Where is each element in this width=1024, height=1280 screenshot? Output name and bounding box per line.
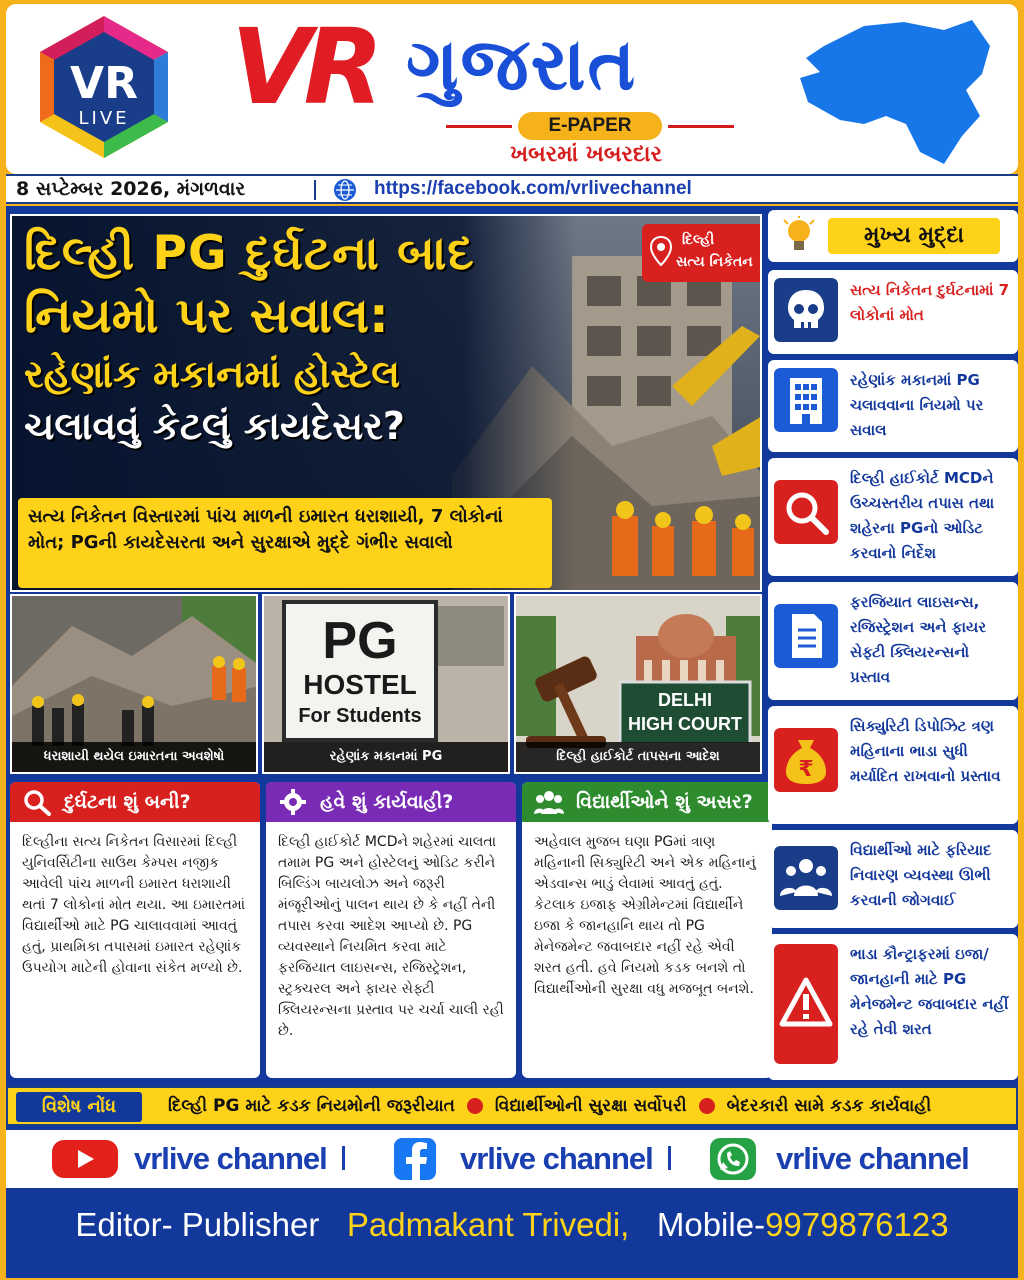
sidebar-header [768,210,1018,262]
info-box-title: વિદ્યાર્થીઓને શું અસર? [576,791,753,813]
key-point-6 [768,830,1018,928]
info-box-header [10,782,260,822]
globe-icon [334,179,356,201]
court-sign-line-1: DELHI [658,690,712,710]
divider [342,1146,345,1170]
hero-subhead: સત્ય નિકેતન વિસ્તારમાં પાંચ માળની ઇમારત ધરાશાયી, 7 લોકોનાં મોત; PGની કાયદેસરતા અને સુરક્ષાએ મુદ્દે ગંભીર સવાલો [18,498,552,588]
special-note-label: વિશેષ નોંધ [16,1092,142,1122]
people-icon [534,788,564,816]
hero-story [10,214,762,592]
social-links-bar [6,1130,1018,1188]
location-badge [642,224,762,282]
svg-text:₹: ₹ [798,757,814,782]
headline-line-2: નિયમો પર સવાલ: [24,287,389,344]
logo-live-text: LIVE [78,108,130,129]
facebook-social-link[interactable] [384,1138,653,1180]
key-point-5 [768,706,1018,824]
key-point-text: સત્ય નિકેતન દુર્ઘટનામાં 7 લોકોનાં મોત [850,281,1010,324]
mobile-label: Mobile- [656,1206,766,1243]
divider [668,125,734,128]
note-item: વિદ્યાર્થીઓની સુરક્ષા સર્વોપરી [494,1096,687,1116]
magnifier-icon [774,480,838,544]
whatsapp-label: vrlive channel [776,1141,969,1176]
editor-credit [6,1206,1018,1244]
key-points-sidebar [768,210,1018,1080]
warning-icon [774,944,838,1064]
court-sign-line-2: HIGH COURT [628,714,742,734]
location-city: દિલ્હી [682,232,715,248]
special-note-bar [6,1086,1018,1126]
key-point-3 [768,458,1018,576]
hero-headline [24,224,544,452]
document-icon [774,604,838,668]
key-point-text: ફરજિયાત લાઇસન્સ, રજિસ્ટ્રેશન અને ફાયર સેફ્ટી ક્લિયરન્સનો પ્રસ્તાવ [850,593,987,686]
key-point-1 [768,270,1018,354]
thumb-caption: દિલ્હી હાઈકોર્ટ તાપસના આદેશ [516,742,760,772]
whatsapp-link[interactable] [706,1138,969,1180]
key-point-2 [768,360,1018,452]
brand-vr: VR [231,6,376,128]
facebook-label: vrlive channel [460,1141,653,1176]
people-icon [774,846,838,910]
vr-live-logo [34,12,174,162]
info-box-what-happened [10,782,260,1078]
divider [446,125,512,128]
bullet-dot-icon [467,1098,483,1114]
key-point-text: દિલ્હી હાઈકોર્ટ MCDને ઉચ્ચસ્તરીય તપાસ તથા શહેરના PGનો ઓડિટ કરવાનો નિર્દેશ [850,469,995,562]
date-bar [6,174,1018,204]
epaper-badge: E-PAPER [518,112,662,140]
key-point-4 [768,582,1018,700]
thumb-pg-sign [262,594,510,774]
tagline: ખબરમાં ખબરદાર [510,142,662,167]
key-point-text: વિદ્યાર્થીઓ માટે ફરિયાદ નિવારણ વ્યવસ્થા ઊભી કરવાની જોગવાઈ [850,841,992,909]
info-box-body: અહેવાલ મુજબ ઘણા PGમાં ત્રાણ મહિનાની સિક્યુરિટી અને એક મહિનાનું એડવાન્સ ભાડું લેવામાં આવતું હતું. કેટલાક ઇજાફ એગ્રીમેન્ટમાં વિદ્યાર્થીને ઇજા કે જાનહાનિ થાય તો PG મેનેજમેન્ટ જવાબદાર નહીં રહે એવી શરત હતી. હવે નિયમો કડક બનશે તો વિદ્યાર્થીઓની સુરક્ષા વધુ મજબૂત બનશે. [534,834,756,997]
gujarat-map-icon [794,12,1002,170]
facebook-link[interactable]: https://facebook.com/vrlivechannel [374,178,692,199]
logo-vr-text: VR [70,58,138,109]
note-item: દિલ્હી PG માટે કડક નિયમોની જરૂરીયાત [168,1096,455,1116]
building-icon [774,368,838,432]
sign-hostel: HOSTEL [303,669,417,700]
key-point-text: રહેણાંક મકાનમાં PG ચલાવવાના નિયમો પર સવાલ [850,371,984,439]
sign-students: For Students [298,705,422,727]
youtube-icon [50,1138,120,1180]
info-box-title: દુર્ઘટના શું બની? [64,791,191,813]
rupee-bag-icon [774,728,838,792]
lightbulb-icon [782,216,816,256]
info-box-title: હવે શું કાર્યવાહી? [320,791,454,813]
info-box-header [266,782,516,822]
key-point-text: ભાડા કૌન્ટ્રાફરમાં ઇજા/ જાનહાની માટે PG મેનેજમેન્ટ જવાબદાર નહીં રહે તેવી શરત [850,945,1009,1038]
whatsapp-icon [706,1138,762,1180]
search-icon [22,788,52,816]
headline-line-1: દિલ્હી PG દુર્ઘટના બાદ [24,226,475,281]
sidebar-title: મુખ્ય મુદ્દા [828,218,1000,254]
photo-strip [10,594,762,774]
gear-icon [278,788,308,816]
mobile-number: 9979876123 [765,1206,949,1243]
headline-line-3: રહેણાંક મકાનમાં હોસ્ટેલ [24,352,400,396]
divider [668,1146,671,1170]
youtube-link[interactable] [50,1138,327,1180]
info-box-student-impact [522,782,772,1078]
masthead [6,4,1018,174]
thumb-caption: રહેણાંક મકાનમાં PG [264,742,508,772]
info-box-body: દિલ્હી હાઈકોર્ટ MCDને શહેરમાં ચાલતા તમામ PG અને હોસ્ટેલનું ઓડિટ કરીને બિલ્ડિંગ બાયલોઝ અને જરૂરી મંજૂરીઓનું પાલન થાય છે કે નહીં તેની તપાસ કરવા આદેશ આપ્યો છે. PG વ્યવસ્થાને નિયમિત કરવા માટે ફરજિયાત લાઇસન્સ, રજિસ્ટ્રેશન, સ્ટ્રક્ચરલ અને ફાયર સેફ્ટી ક્લિયરન્સના પ્રસ્તાવ પર ચર્ચા ચાલી રહી છે. [278,834,504,1039]
divider [314,180,316,200]
bullet-dot-icon [699,1098,715,1114]
footer [6,1190,1018,1268]
thumb-high-court [514,594,762,774]
info-box-action [266,782,516,1078]
key-point-7 [768,934,1018,1080]
sign-pg: PG [322,612,398,670]
thumb-rubble [10,594,258,774]
facebook-icon [384,1138,446,1180]
note-item: બેદરકારી સામે કડક કાર્યવાહી [726,1096,932,1116]
thumb-caption: ધરાશાયી થયેલ ઇમારતના અવશેષો [12,742,256,772]
special-note-items [168,1088,931,1124]
location-pin-icon [650,236,672,266]
headline-line-4: ચલાવવું કેટલું કાયદેસર? [24,404,405,448]
skull-icon [774,278,838,342]
editor-name: Padmakant Trivedi, [346,1206,630,1243]
key-point-text: સિક્યુરિટી ડિપોઝિટ ત્રણ મહિનાના ભાડા સુધી મર્યાદિત રાખવાનો પ્રસ્તાવ [850,717,1001,785]
info-box-header [522,782,772,822]
issue-date: 8 સપ્ટેમ્બર 2026, મંગળવાર [16,178,246,200]
location-area: સત્ય નિકેતન [676,254,753,270]
youtube-label: vrlive channel [134,1141,327,1176]
info-box-body: દિલ્હીના સત્ય નિકેતન વિસારમાં દિલ્હી યુનિવર્સિટીના સાઉથ કેમ્પસ નજીક આવેલી પાંચ માળની ઇમારત ધરાશાયી થતાં 7 લોકોનાં મોત થયા. આ ઇમારતમાં વિદ્યાર્થીઓ માટે PG ચાલાવવામાં આવતું હતું, પ્રાથમિકા તપાસમાં ઇમારત રહેણાંક ઉપયોગ માટેની હોવાના સંકેત મળ્યો છે. [22,834,246,976]
editor-label: Editor- Publisher [75,1206,320,1243]
brand-gujarat: ગુજરાત [406,22,638,106]
